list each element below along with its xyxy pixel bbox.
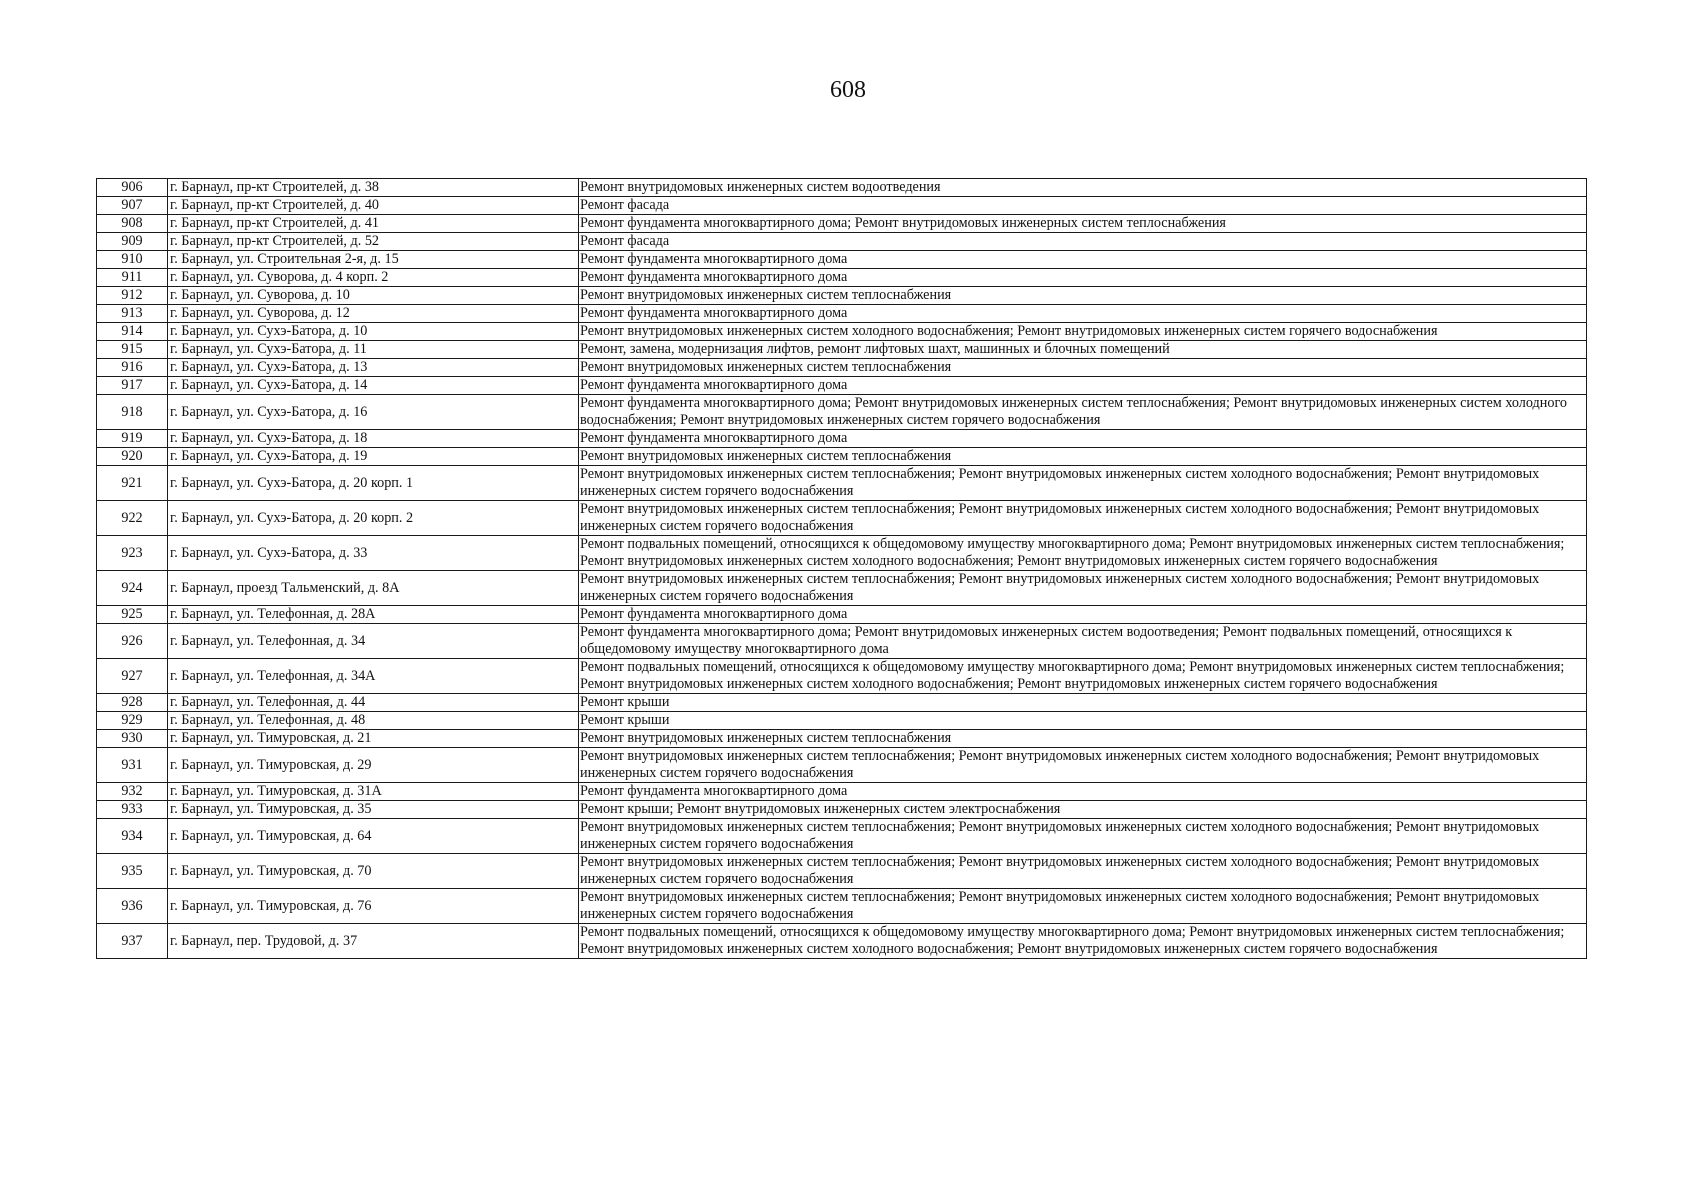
address-cell: г. Барнаул, ул. Тимуровская, д. 29	[168, 748, 579, 783]
row-number-cell: 910	[97, 251, 168, 269]
row-number-cell: 932	[97, 783, 168, 801]
row-number-cell: 917	[97, 377, 168, 395]
address-cell: г. Барнаул, пр-кт Строителей, д. 38	[168, 179, 579, 197]
row-number-cell: 912	[97, 287, 168, 305]
row-number-cell: 927	[97, 659, 168, 694]
row-number-cell: 911	[97, 269, 168, 287]
table-row	[97, 694, 1587, 712]
row-number-cell: 915	[97, 341, 168, 359]
table-row	[97, 624, 1587, 659]
address-cell: г. Барнаул, ул. Сухэ-Батора, д. 19	[168, 448, 579, 466]
works-cell: Ремонт фундамента многоквартирного дома	[579, 783, 1587, 801]
table-row	[97, 536, 1587, 571]
works-cell: Ремонт внутридомовых инженерных систем теплоснабжения	[579, 287, 1587, 305]
table-row	[97, 448, 1587, 466]
address-cell: г. Барнаул, ул. Тимуровская, д. 70	[168, 854, 579, 889]
address-cell: г. Барнаул, ул. Суворова, д. 10	[168, 287, 579, 305]
works-cell: Ремонт внутридомовых инженерных систем теплоснабжения; Ремонт внутридомовых инженерных систем холодного водоснабжения; Ремонт внутридомовых инженерных систем горячего водоснабжения	[579, 748, 1587, 783]
table-row	[97, 179, 1587, 197]
address-cell: г. Барнаул, пр-кт Строителей, д. 52	[168, 233, 579, 251]
works-cell: Ремонт фундамента многоквартирного дома	[579, 377, 1587, 395]
row-number-cell: 916	[97, 359, 168, 377]
row-number-cell: 913	[97, 305, 168, 323]
table-row	[97, 466, 1587, 501]
address-cell: г. Барнаул, пер. Трудовой, д. 37	[168, 924, 579, 959]
works-cell: Ремонт внутридомовых инженерных систем теплоснабжения; Ремонт внутридомовых инженерных систем холодного водоснабжения; Ремонт внутридомовых инженерных систем горячего водоснабжения	[579, 889, 1587, 924]
row-number-cell: 919	[97, 430, 168, 448]
row-number-cell: 935	[97, 854, 168, 889]
works-cell: Ремонт внутридомовых инженерных систем теплоснабжения; Ремонт внутридомовых инженерных систем холодного водоснабжения; Ремонт внутридомовых инженерных систем горячего водоснабжения	[579, 571, 1587, 606]
table-row	[97, 287, 1587, 305]
row-number-cell: 909	[97, 233, 168, 251]
address-cell: г. Барнаул, ул. Сухэ-Батора, д. 13	[168, 359, 579, 377]
address-cell: г. Барнаул, ул. Телефонная, д. 44	[168, 694, 579, 712]
works-cell: Ремонт подвальных помещений, относящихся к общедомовому имуществу многоквартирного дома; Ремонт внутридомовых инженерных систем теплоснабжения; Ремонт внутридомовых инженерных систем холодного водоснабжения; Ремонт внутридомовых инженерных систем горячего водоснабжения	[579, 659, 1587, 694]
works-cell: Ремонт фундамента многоквартирного дома	[579, 430, 1587, 448]
row-number-cell: 924	[97, 571, 168, 606]
table-row	[97, 889, 1587, 924]
works-cell: Ремонт фундамента многоквартирного дома	[579, 251, 1587, 269]
address-cell: г. Барнаул, ул. Тимуровская, д. 35	[168, 801, 579, 819]
row-number-cell: 931	[97, 748, 168, 783]
table-row	[97, 377, 1587, 395]
table-row	[97, 359, 1587, 377]
address-cell: г. Барнаул, ул. Тимуровская, д. 64	[168, 819, 579, 854]
address-cell: г. Барнаул, ул. Сухэ-Батора, д. 20 корп. 2	[168, 501, 579, 536]
works-cell: Ремонт подвальных помещений, относящихся к общедомовому имуществу многоквартирного дома; Ремонт внутридомовых инженерных систем теплоснабжения; Ремонт внутридомовых инженерных систем холодного водоснабжения; Ремонт внутридомовых инженерных систем горячего водоснабжения	[579, 924, 1587, 959]
address-cell: г. Барнаул, ул. Тимуровская, д. 21	[168, 730, 579, 748]
row-number-cell: 918	[97, 395, 168, 430]
row-number-cell: 907	[97, 197, 168, 215]
address-cell: г. Барнаул, ул. Тимуровская, д. 76	[168, 889, 579, 924]
address-cell: г. Барнаул, ул. Сухэ-Батора, д. 16	[168, 395, 579, 430]
address-cell: г. Барнаул, пр-кт Строителей, д. 41	[168, 215, 579, 233]
table-row	[97, 748, 1587, 783]
row-number-cell: 926	[97, 624, 168, 659]
works-cell: Ремонт внутридомовых инженерных систем теплоснабжения; Ремонт внутридомовых инженерных систем холодного водоснабжения; Ремонт внутридомовых инженерных систем горячего водоснабжения	[579, 819, 1587, 854]
page-number: 608	[830, 77, 866, 103]
works-cell: Ремонт фундамента многоквартирного дома	[579, 606, 1587, 624]
works-cell: Ремонт внутридомовых инженерных систем теплоснабжения; Ремонт внутридомовых инженерных систем холодного водоснабжения; Ремонт внутридомовых инженерных систем горячего водоснабжения	[579, 466, 1587, 501]
table-row	[97, 233, 1587, 251]
works-cell: Ремонт внутридомовых инженерных систем холодного водоснабжения; Ремонт внутридомовых инженерных систем горячего водоснабжения	[579, 323, 1587, 341]
row-number-cell: 914	[97, 323, 168, 341]
row-number-cell: 921	[97, 466, 168, 501]
address-cell: г. Барнаул, ул. Телефонная, д. 34	[168, 624, 579, 659]
row-number-cell: 923	[97, 536, 168, 571]
table-row	[97, 606, 1587, 624]
row-number-cell: 933	[97, 801, 168, 819]
table-row	[97, 819, 1587, 854]
works-cell: Ремонт фасада	[579, 197, 1587, 215]
works-cell: Ремонт фундамента многоквартирного дома	[579, 305, 1587, 323]
table-row	[97, 571, 1587, 606]
works-cell: Ремонт фасада	[579, 233, 1587, 251]
table-row	[97, 305, 1587, 323]
works-cell: Ремонт, замена, модернизация лифтов, ремонт лифтовых шахт, машинных и блочных помещений	[579, 341, 1587, 359]
works-cell: Ремонт крыши; Ремонт внутридомовых инженерных систем электроснабжения	[579, 801, 1587, 819]
row-number-cell: 929	[97, 712, 168, 730]
table-row	[97, 251, 1587, 269]
table-row	[97, 924, 1587, 959]
table-row	[97, 730, 1587, 748]
address-cell: г. Барнаул, ул. Сухэ-Батора, д. 14	[168, 377, 579, 395]
works-cell: Ремонт внутридомовых инженерных систем теплоснабжения	[579, 359, 1587, 377]
address-cell: г. Барнаул, ул. Телефонная, д. 48	[168, 712, 579, 730]
works-cell: Ремонт фундамента многоквартирного дома; Ремонт внутридомовых инженерных систем теплоснабжения; Ремонт внутридомовых инженерных систем холодного водоснабжения; Ремонт внутридомовых инженерных систем горячего водоснабжения	[579, 395, 1587, 430]
table-row	[97, 712, 1587, 730]
table-row	[97, 269, 1587, 287]
address-cell: г. Барнаул, ул. Тимуровская, д. 31А	[168, 783, 579, 801]
address-cell: г. Барнаул, ул. Телефонная, д. 34А	[168, 659, 579, 694]
address-cell: г. Барнаул, пр-кт Строителей, д. 40	[168, 197, 579, 215]
address-cell: г. Барнаул, ул. Суворова, д. 4 корп. 2	[168, 269, 579, 287]
works-cell: Ремонт внутридомовых инженерных систем теплоснабжения	[579, 448, 1587, 466]
row-number-cell: 908	[97, 215, 168, 233]
works-cell: Ремонт фундамента многоквартирного дома; Ремонт внутридомовых инженерных систем теплоснабжения	[579, 215, 1587, 233]
address-cell: г. Барнаул, ул. Телефонная, д. 28А	[168, 606, 579, 624]
table-body	[97, 179, 1587, 959]
works-cell: Ремонт фундамента многоквартирного дома; Ремонт внутридомовых инженерных систем водоотведения; Ремонт подвальных помещений, относящихся к общедомовому имуществу многоквартирного дома	[579, 624, 1587, 659]
works-cell: Ремонт внутридомовых инженерных систем водоотведения	[579, 179, 1587, 197]
address-cell: г. Барнаул, ул. Сухэ-Батора, д. 18	[168, 430, 579, 448]
table-row	[97, 801, 1587, 819]
row-number-cell: 906	[97, 179, 168, 197]
row-number-cell: 936	[97, 889, 168, 924]
works-cell: Ремонт внутридомовых инженерных систем теплоснабжения	[579, 730, 1587, 748]
table-row	[97, 783, 1587, 801]
table-row	[97, 197, 1587, 215]
address-cell: г. Барнаул, ул. Строительная 2-я, д. 15	[168, 251, 579, 269]
row-number-cell: 920	[97, 448, 168, 466]
table-row	[97, 395, 1587, 430]
works-cell: Ремонт внутридомовых инженерных систем теплоснабжения; Ремонт внутридомовых инженерных систем холодного водоснабжения; Ремонт внутридомовых инженерных систем горячего водоснабжения	[579, 854, 1587, 889]
row-number-cell: 937	[97, 924, 168, 959]
table-row	[97, 659, 1587, 694]
address-cell: г. Барнаул, ул. Сухэ-Батора, д. 10	[168, 323, 579, 341]
row-number-cell: 934	[97, 819, 168, 854]
table-row	[97, 323, 1587, 341]
repair-works-table	[96, 178, 1587, 959]
address-cell: г. Барнаул, ул. Сухэ-Батора, д. 33	[168, 536, 579, 571]
table-row	[97, 215, 1587, 233]
row-number-cell: 922	[97, 501, 168, 536]
works-cell: Ремонт подвальных помещений, относящихся к общедомовому имуществу многоквартирного дома; Ремонт внутридомовых инженерных систем теплоснабжения; Ремонт внутридомовых инженерных систем холодного водоснабжения; Ремонт внутридомовых инженерных систем горячего водоснабжения	[579, 536, 1587, 571]
works-cell: Ремонт фундамента многоквартирного дома	[579, 269, 1587, 287]
row-number-cell: 930	[97, 730, 168, 748]
row-number-cell: 925	[97, 606, 168, 624]
address-cell: г. Барнаул, ул. Сухэ-Батора, д. 20 корп. 1	[168, 466, 579, 501]
address-cell: г. Барнаул, проезд Тальменский, д. 8А	[168, 571, 579, 606]
address-cell: г. Барнаул, ул. Суворова, д. 12	[168, 305, 579, 323]
table-row	[97, 341, 1587, 359]
works-cell: Ремонт внутридомовых инженерных систем теплоснабжения; Ремонт внутридомовых инженерных систем холодного водоснабжения; Ремонт внутридомовых инженерных систем горячего водоснабжения	[579, 501, 1587, 536]
table-row	[97, 854, 1587, 889]
table-row	[97, 430, 1587, 448]
works-cell: Ремонт крыши	[579, 712, 1587, 730]
address-cell: г. Барнаул, ул. Сухэ-Батора, д. 11	[168, 341, 579, 359]
works-cell: Ремонт крыши	[579, 694, 1587, 712]
row-number-cell: 928	[97, 694, 168, 712]
table-row	[97, 501, 1587, 536]
